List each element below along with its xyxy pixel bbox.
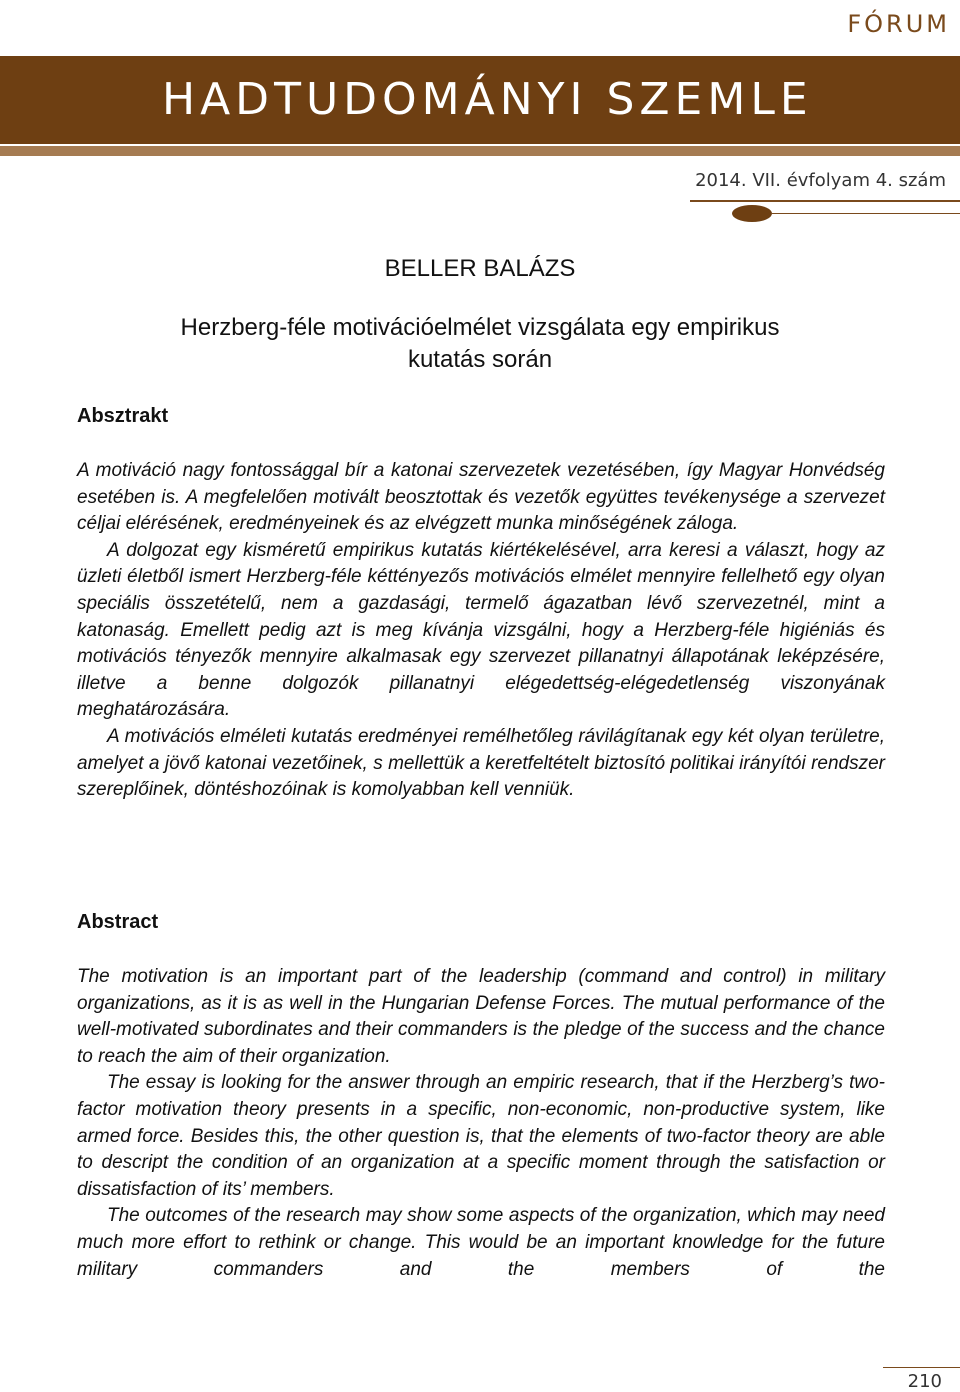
section-label: FÓRUM: [847, 10, 950, 38]
article-title-line2: kutatás során: [407, 346, 553, 373]
issue-divider-lower: [772, 213, 960, 214]
page-number: 210: [907, 1371, 942, 1392]
author-name: BELLER BALÁZS: [384, 255, 576, 282]
banner-strip: [0, 146, 960, 156]
journal-banner: [0, 56, 960, 144]
abstract-en-paragraph-2: The essay is looking for the answer through an empiric research, that if the Herzberg’s two-factor motivation theory presents in a specific, non-economic, non-productive system, like armed force. Besides this, the other question is, that the elements of two-factor theory are able to descript the condition of an organization at a specific moment through the satisfaction or dissatisfaction of its’ members.: [77, 1072, 885, 1200]
abstract-hu-paragraph-1: A motiváció nagy fontossággal bír a katonai szervezetek vezetésében, így Magyar Honvédség esetében is. A megfelelően motivált beosztottak és vezetők együttes tevékenysége a szervezet céljai elérésének, eredményeinek és az elvégzett munka minőségének záloga.: [77, 460, 885, 535]
abstract-hu-paragraph-2: A dolgozat egy kisméretű empirikus kutatás kiértékelésével, arra keresi a választ, hogy az üzleti életből ismert Herzberg-féle kéttényezős motivációs elmélet mennyire fellelhető egy olyan speciális összetételű, nem a gazdasági, termelő ágazatban lévő szervezetnél, mint a katonaság. Emellett pedig azt is meg kívánja vizsgálni, hogy a Herzberg-féle higiéniás és motivációs tényezők mennyire alkalmasak egy szervezet pillanatnyi állapotának leképzésére, illetve a benne dolgozók pillanatnyi elégedettség-elégedetlenség viszonyának meghatározására.: [77, 539, 885, 721]
abstract-hu-body: [77, 458, 885, 804]
abstract-en-body: [77, 964, 885, 1283]
abstract-hu-heading: Absztrakt: [77, 405, 169, 427]
abstract-en-paragraph-1: The motivation is an important part of the leadership (command and control) in military organizations, as it is as well in the Hungarian Defense Forces. The mutual performance of the well-motivated subordinates and their commanders is the pledge of the success and the chance to reach the aim of their organization.: [77, 966, 885, 1067]
journal-title: HADTUDOMÁNYI SZEMLE: [162, 74, 813, 125]
article-title-line1: Herzberg-féle motivációelmélet vizsgálata egy empirikus: [180, 314, 780, 341]
page-number-divider: [883, 1367, 960, 1368]
article-title: [100, 312, 860, 376]
abstract-en-paragraph-3: The outcomes of the research may show some aspects of the organization, which may need much more effort to rethink or change. This would be an important knowledge for the future military commanders and the members of the: [77, 1205, 885, 1280]
abstract-en-heading: Abstract: [77, 911, 159, 933]
issue-info: 2014. VII. évfolyam 4. szám: [695, 170, 946, 191]
issue-divider: [690, 200, 960, 202]
decorative-oval-icon: [732, 205, 772, 222]
abstract-hu-paragraph-3: A motivációs elméleti kutatás eredményei remélhetőleg rávilágítanak egy két olyan területre, amelyet a jövő katonai vezetőinek, s mellettük a keretfeltételt biztosító politikai irányítói rendszer szereplőinek, döntéshozóinak is komolyabban kell venniük.: [77, 725, 885, 801]
